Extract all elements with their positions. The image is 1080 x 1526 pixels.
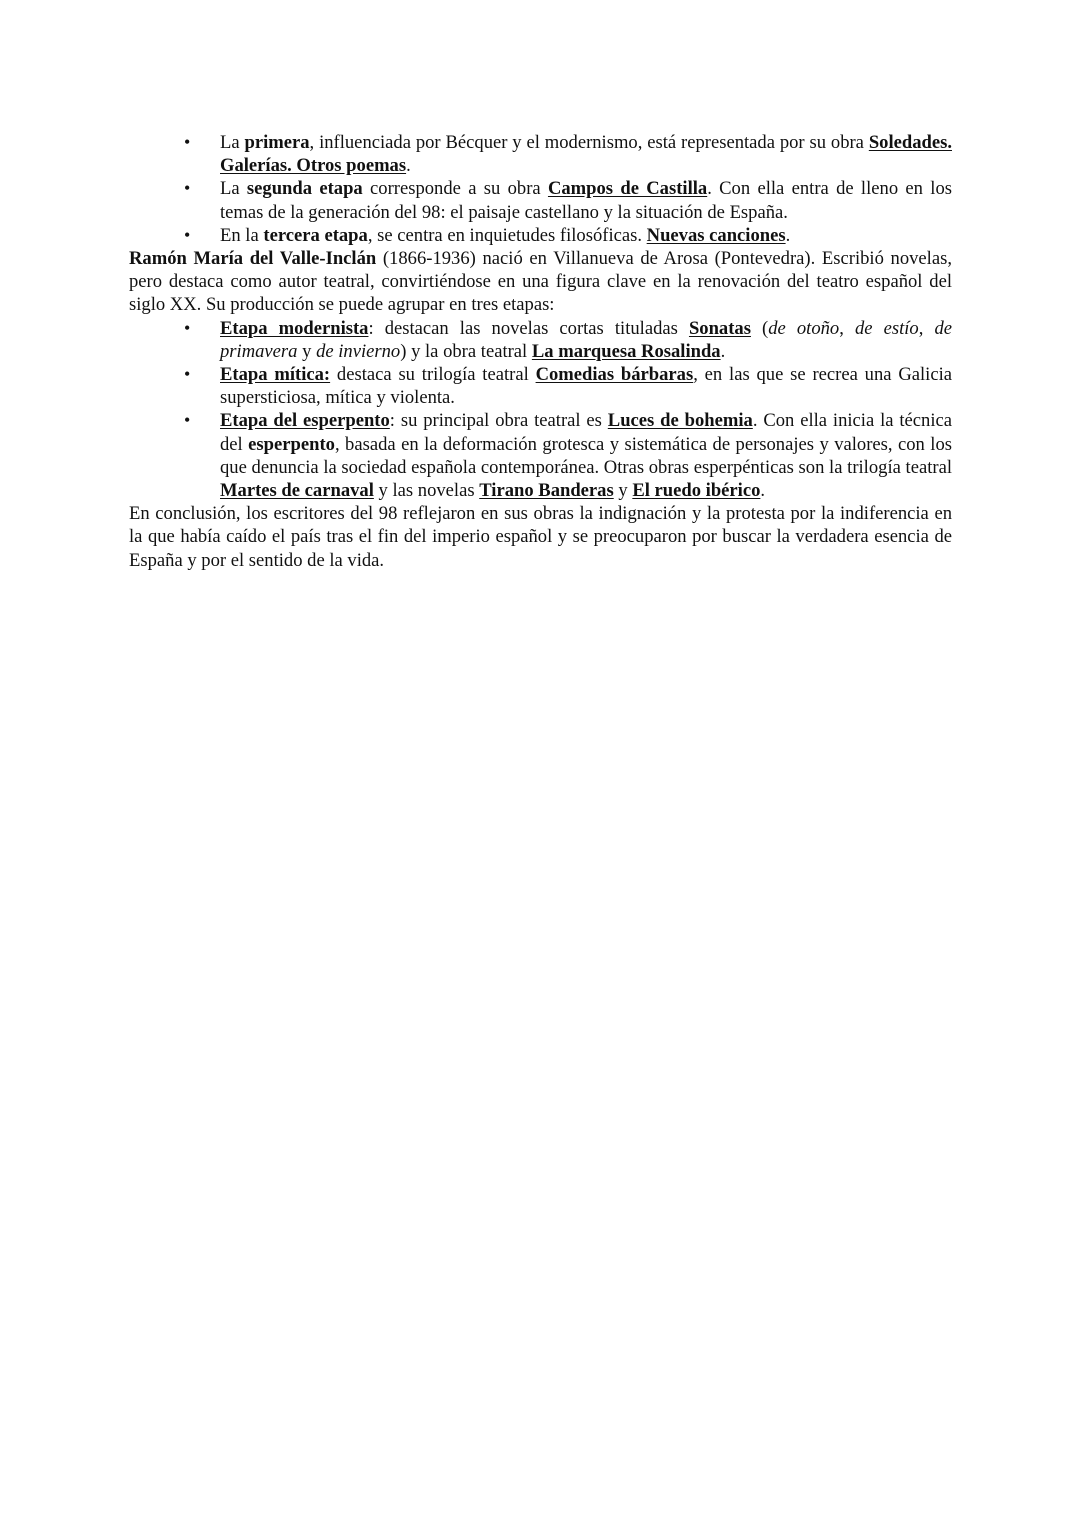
bullet-icon: • xyxy=(184,317,191,338)
work-title: Soledades. Galerías. Otros poemas xyxy=(220,132,952,177)
key-term: esperpento xyxy=(248,433,335,455)
list-item: • La segunda etapa corresponde a su obra Campos de Castilla. Con ella entra de lleno en los temas de la generación del 98: el paisaje castellano y la situación de España. xyxy=(184,178,952,223)
list-item: • La primera, influenciada por Bécquer y el modernismo, está representada por su obra Soledades. Galerías. Otros poemas. xyxy=(184,132,952,177)
stage-label: tercera etapa xyxy=(263,224,368,246)
work-title: Nuevas canciones xyxy=(646,224,786,246)
conclusion-paragraph: En conclusión, los escritores del 98 reflejaron en sus obras la indignación y la protesta por la indiferencia en la que había caído el país tras el fin del imperio español y se preocuparon por buscar la verdadera esencia de España y por el sentido de la vida. xyxy=(129,503,952,571)
machado-stages-list xyxy=(129,131,952,247)
work-title: Sonatas xyxy=(688,317,751,339)
stage-heading: Etapa mítica: xyxy=(220,364,331,386)
list-item: • Etapa del esperpento: su principal obra teatral es Luces de bohemia. Con ella inicia la técnica del esperpento, basada en la deformación grotesca y sistemática de personajes y valores, con los que denuncia la sociedad española contemporánea. Otras obras esperpénticas son la trilogía teatral Martes de carnaval y las novelas Tirano Banderas y El ruedo ibérico. xyxy=(184,410,953,502)
bullet-icon: • xyxy=(184,410,191,431)
work-title: Tirano Banderas xyxy=(479,480,614,502)
work-title: La marquesa Rosalinda xyxy=(531,340,721,362)
author-name: Ramón María del Valle-Inclán xyxy=(129,248,377,270)
stage-label: segunda etapa xyxy=(246,178,363,200)
work-title: Comedias bárbaras xyxy=(535,364,694,386)
work-title: Campos de Castilla xyxy=(547,178,708,200)
work-title: El ruedo ibérico xyxy=(632,480,761,502)
stage-heading: Etapa del esperpento xyxy=(220,410,390,432)
stage-heading: Etapa modernista xyxy=(220,317,369,339)
valle-stages-list xyxy=(129,317,952,503)
bullet-icon: • xyxy=(184,224,191,245)
bullet-icon: • xyxy=(184,132,191,152)
bullet-icon: • xyxy=(184,178,191,199)
stage-label: primera xyxy=(244,132,310,153)
work-title: Luces de bohemia xyxy=(607,410,753,432)
work-title: Martes de carnaval xyxy=(220,480,374,502)
list-item: • En la tercera etapa, se centra en inquietudes filosóficas. Nuevas canciones. xyxy=(184,224,791,246)
bullet-icon: • xyxy=(184,364,191,385)
valle-inclan-paragraph: Ramón María del Valle-Inclán (1866-1936) nació en Villanueva de Arosa (Pontevedra). Escribió novelas, pero destaca como autor teatral, convirtiéndose en una figura clave en la renovación del teatro español del siglo XX. Su producción se puede agrupar en tres etapas: xyxy=(129,248,952,316)
document-page xyxy=(129,131,952,572)
list-item: • Etapa mítica: destaca su trilogía teatral Comedias bárbaras, en las que se recrea una Galicia supersticiosa, mítica y violenta. xyxy=(184,364,953,409)
list-item: • Etapa modernista: destacan las novelas cortas tituladas Sonatas (de otoño, de estío, de primavera y de invierno) y la obra teatral La marquesa Rosalinda. xyxy=(184,317,953,362)
